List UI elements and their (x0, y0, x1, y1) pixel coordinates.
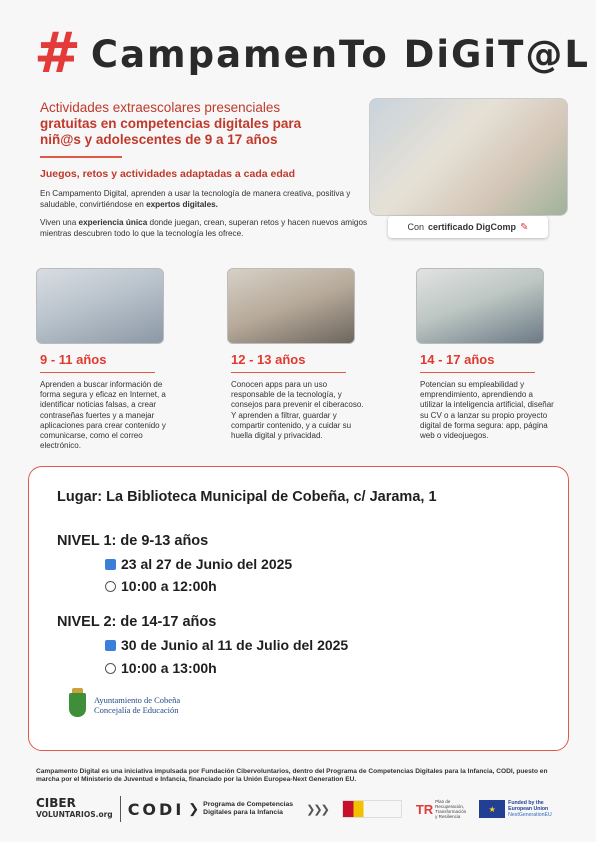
certificate-prefix: Con (407, 222, 425, 232)
eu-flag-icon: ★ (479, 800, 505, 818)
calendar-icon (105, 640, 116, 651)
group-photo (227, 268, 355, 344)
para1-bold: expertos digitales. (146, 199, 218, 209)
footer-note: Campamento Digital es una iniciativa impulsada por Fundación Cibervoluntarios, dentro del Programa de Competencias Digitales para la Infancia, CODI, puesto en marcha por el Ministerio de Juventud e Infancia, financiado por la Unión Europea-Next Generation EU. (36, 768, 548, 784)
chevron-right-icon: ❯ (188, 801, 200, 816)
age-group-12-13 (227, 268, 367, 441)
page-title (34, 21, 590, 86)
age-description: Aprenden a buscar información de forma segura y eficaz en Internet, a identificar noticias falsas, a crear contraseñas fuertes y a manejar aplicaciones para crear contenido y comunicarse, como el correo electrónico. (40, 380, 166, 451)
ciber-top: CIBER (36, 796, 76, 810)
level-1-dates (105, 556, 292, 572)
calendar-icon (105, 559, 116, 570)
level-2-hours (105, 660, 217, 676)
location: Lugar: La Biblioteca Municipal de Cobeña, c/ Jarama, 1 (57, 489, 437, 505)
tagline: Juegos, retos y actividades adaptadas a cada edad (40, 168, 296, 180)
level-1-dates-text: 23 al 27 de Junio del 2025 (121, 556, 293, 572)
certificate-badge (388, 216, 548, 238)
ayuntamiento-logo (69, 693, 180, 717)
divider (40, 156, 122, 158)
intro-paragraph-1 (40, 189, 370, 210)
ayuntamiento-name: Ayuntamiento de Cobeña (94, 695, 181, 705)
age-heading: 12 - 13 años (231, 352, 306, 367)
arrows-icon: ❯❯❯ (306, 803, 328, 816)
hashtag-mark: # (34, 21, 81, 86)
main-photo (369, 98, 568, 216)
level-1-hours-text: 10:00 a 12:00h (121, 578, 217, 594)
para2-bold: experiencia única (78, 218, 148, 227)
level-1-hours (105, 578, 217, 594)
gobierno-espana-logo (342, 800, 402, 818)
level-1-title: NIVEL 1: de 9-13 años (57, 533, 209, 549)
certificate-label: certificado DigComp (428, 222, 517, 232)
paperclip-icon: ✎ (520, 221, 529, 233)
clock-icon (105, 663, 116, 674)
age-heading: 14 - 17 años (420, 352, 495, 367)
age-group-9-11 (36, 268, 176, 451)
age-description: Conocen apps para un uso responsable de la tecnología, y consejos para prevenir el ciberacoso. Y aprenden a filtrar, guardar y compartir contenido, y a cuidar su huella digital y privacidad. (231, 380, 364, 441)
intro-paragraph-2 (40, 218, 370, 239)
para1-text: En Campamento Digital, aprenden a usar la tecnología de manera creativa, positiva y saludable, convirtiéndose en (40, 189, 351, 209)
level-2-hours-text: 10:00 a 13:00h (121, 660, 217, 676)
cibervoluntarios-logo (36, 798, 113, 820)
tr-logo: TR (415, 801, 434, 817)
divider (40, 372, 155, 373)
concejalia-name: Concejalía de Educación (94, 705, 179, 715)
level-2-dates-text: 30 de Junio al 11 de Julio del 2025 (121, 637, 349, 653)
sponsor-logos (36, 793, 566, 825)
para2-text-a: Viven una (40, 218, 79, 227)
eu-text (508, 800, 552, 818)
para2-text-c: donde juegan, crean, superan retos y hacen nuevos amigos mientras descubren todo lo que la tecnología les ofrece. (40, 218, 368, 238)
eu-line-1: Funded by the European Union (508, 800, 549, 812)
info-box (28, 466, 569, 751)
divider (231, 372, 346, 373)
ciber-bottom: VOLUNTARIOS.org (36, 810, 113, 819)
age-group-14-17 (416, 268, 556, 441)
programa-text: Programa de Competencias Digitales para la Infancia (203, 801, 294, 816)
intro-headline-bold: gratuitas en competencias digitales para niñ@s y adolescentes de 9 a 17 años (40, 116, 302, 147)
age-heading: 9 - 11 años (40, 352, 107, 367)
level-2-dates (105, 637, 348, 653)
divider (120, 796, 121, 822)
age-description: Potencian su empleabilidad y emprendimiento, aprendiendo a utilizar la inteligencia artificial, diseñar su CV o a lanzar su propio proyecto digital de forma segura: app, página web o videojuegos. (420, 380, 554, 441)
tr-text: Plan de Recuperación, Transformación y Resiliencia (435, 799, 467, 819)
group-photo (36, 268, 164, 344)
codi-logo: CODI (127, 799, 185, 819)
ayuntamiento-text (94, 695, 180, 715)
divider (420, 372, 535, 373)
intro-headline-normal: Actividades extraescolares presenciales (40, 100, 281, 115)
intro-section (40, 100, 368, 247)
level-2-title: NIVEL 2: de 14-17 años (57, 614, 217, 630)
intro-headline (40, 100, 325, 148)
title-text: CampamenTo DiGiT@L (90, 32, 590, 76)
group-photo (416, 268, 544, 344)
clock-icon (105, 581, 116, 592)
eu-line-2: NextGenerationEU (508, 812, 552, 818)
coat-of-arms-icon (69, 693, 86, 717)
